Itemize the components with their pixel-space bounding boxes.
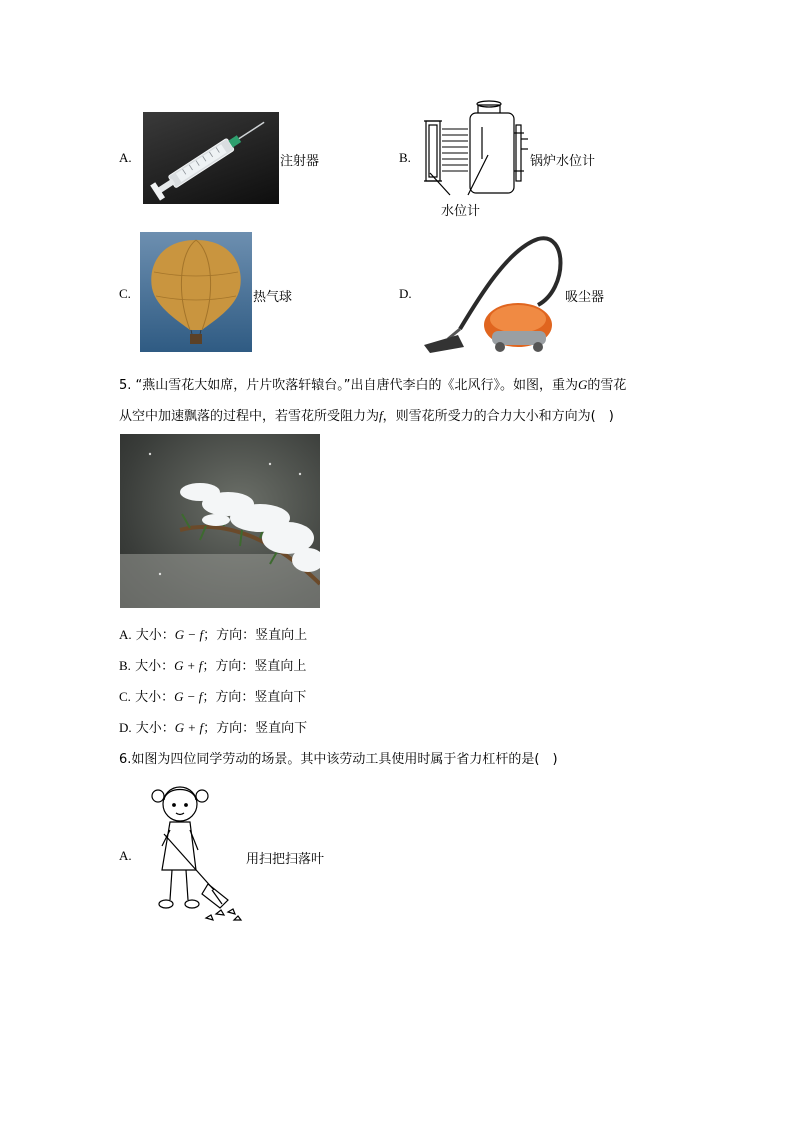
- option-b-caption: 锅炉水位计: [530, 154, 596, 169]
- q5-choice-d[interactable]: D. 大小：G + f；方向：竖直向下: [119, 720, 308, 736]
- hot-air-balloon-image: [140, 232, 252, 352]
- girl-sweeping-drawing: [146, 778, 246, 928]
- option-a-letter: A.: [119, 150, 132, 165]
- q6-option-a-letter: A.: [119, 848, 132, 863]
- q6-stem: 6.如图为四位同学劳动的场景。其中该劳动工具使用时属于省力杠杆的是( ): [119, 752, 558, 767]
- option-d-letter: D.: [399, 286, 412, 301]
- q5-stem-line2: 从空中加速飘落的过程中，若雪花所受阻力为f，则雪花所受力的合力大小和方向为( ): [119, 408, 614, 424]
- q5-choice-b[interactable]: B. 大小：G + f；方向：竖直向上: [119, 658, 307, 674]
- q5-choice-a[interactable]: A. 大小：G − f；方向：竖直向上: [119, 627, 308, 643]
- snow-branch-image: [120, 434, 320, 608]
- vacuum-cleaner-image: [418, 229, 564, 357]
- syringe-image: [143, 112, 279, 204]
- option-b-sub-caption: 水位计: [441, 204, 481, 219]
- option-b-letter: B.: [399, 150, 411, 165]
- option-c-letter: C.: [119, 286, 131, 301]
- option-d-caption: 吸尘器: [565, 290, 605, 305]
- q6-option-a-caption: 用扫把扫落叶: [246, 852, 325, 867]
- boiler-diagram: [420, 99, 532, 201]
- option-a-caption: 注射器: [280, 154, 320, 169]
- option-c-caption: 热气球: [253, 290, 293, 305]
- q5-stem-line1: 5. “燕山雪花大如席，片片吹落轩辕台。”出自唐代李白的《北风行》。如图，重为G的雪花: [119, 377, 627, 393]
- q5-choice-c[interactable]: C. 大小：G − f；方向：竖直向下: [119, 689, 307, 705]
